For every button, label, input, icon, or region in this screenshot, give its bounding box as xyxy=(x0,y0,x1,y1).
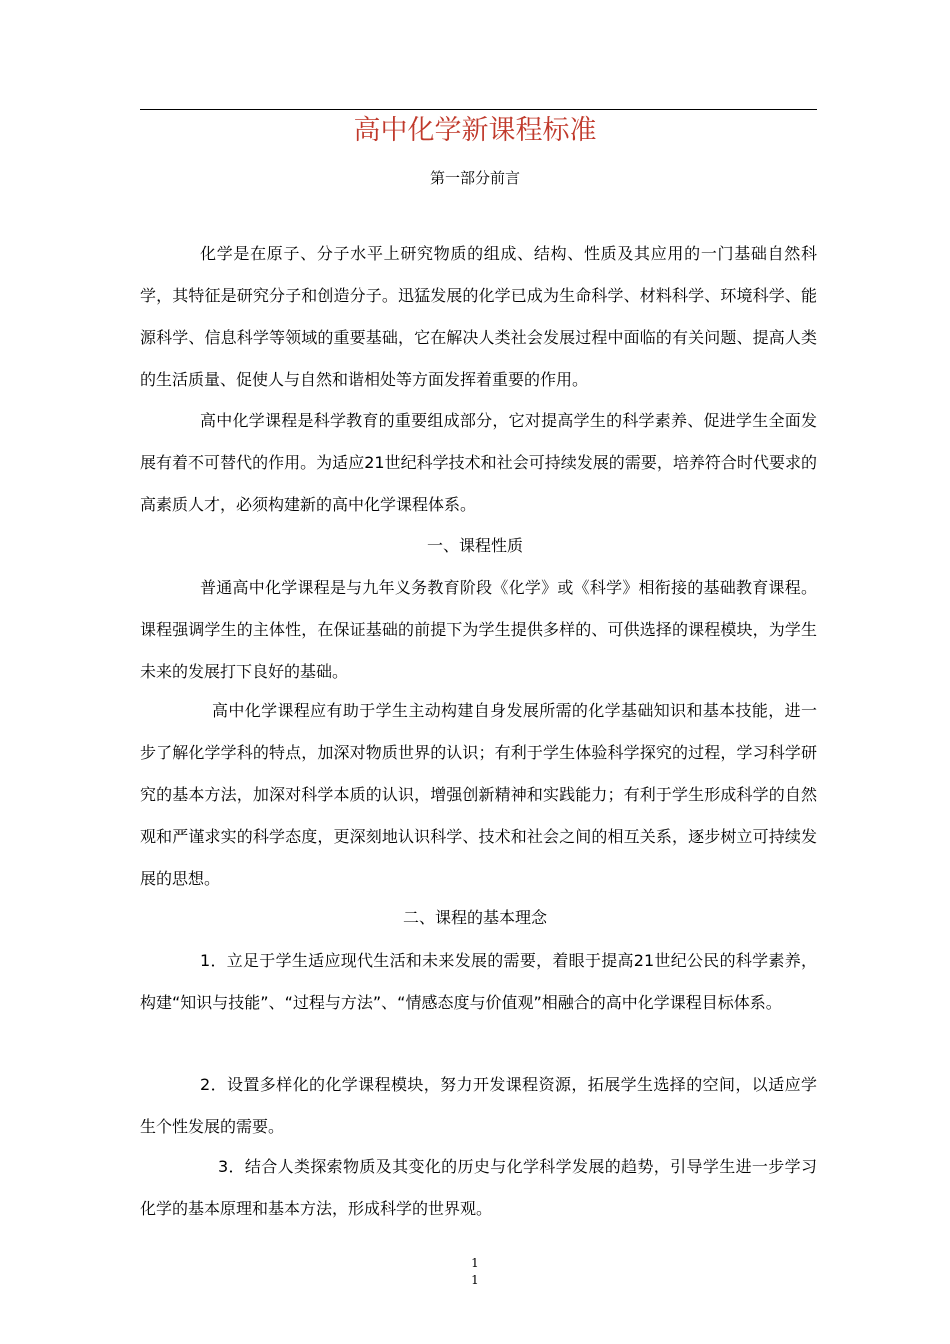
principle-item-3: 3．结合人类探索物质及其变化的历史与化学科学发展的趋势，引导学生进一步学习化学的基本原理和基本方法，形成科学的世界观。 xyxy=(140,1157,817,1218)
page-number: 1 xyxy=(471,1256,479,1270)
section-heading-basic-principles: 二、课程的基本理念 xyxy=(402,908,547,927)
paragraph-intro: 化学是在原子、分子水平上研究物质的组成、结构、性质及其应用的一门基础自然科学，其特征是研究分子和创造分子。迅猛发展的化学已成为生命科学、材料科学、环境科学、能源科学、信息科学等领域的重要基础，它在解决人类社会发展过程中面临的有关问题、提高人类的生活质量、促使人与自然和谐相处等方面发挥着重要的作用。 xyxy=(140,244,817,389)
header-rule xyxy=(140,109,817,110)
document-title: 高中化学新课程标准 xyxy=(353,115,597,146)
page-number-secondary: 1 xyxy=(471,1273,479,1287)
paragraph-course-role: 高中化学课程是科学教育的重要组成部分，它对提高学生的科学素养、促进学生全面发展有着不可替代的作用。为适应21世纪科学技术和社会可持续发展的需要，培养符合时代要求的高素质人才，必须构建新的高中化学课程体系。 xyxy=(140,411,817,514)
paragraph-course-nature: 普通高中化学课程是与九年义务教育阶段《化学》或《科学》相衔接的基础教育课程。课程强调学生的主体性，在保证基础的前提下为学生提供多样的、可供选择的课程模块，为学生未来的发展打下良好的基础。 xyxy=(140,578,817,681)
document-subtitle: 第一部分前言 xyxy=(429,169,520,187)
section-heading-course-nature: 一、课程性质 xyxy=(426,536,523,555)
principle-item-1: 1．立足于学生适应现代生活和未来发展的需要，着眼于提高21世纪公民的科学素养，构建“知识与技能”、“过程与方法”、“情感态度与价值观”相融合的高中化学课程目标体系。 xyxy=(140,951,817,1012)
principle-item-2: 2．设置多样化的化学课程模块，努力开发课程资源，拓展学生选择的空间，以适应学生个性发展的需要。 xyxy=(140,1075,817,1136)
paragraph-course-goals: 高中化学课程应有助于学生主动构建自身发展所需的化学基础知识和基本技能，进一步了解化学学科的特点，加深对物质世界的认识；有利于学生体验科学探究的过程，学习科学研究的基本方法，加深对科学本质的认识，增强创新精神和实践能力；有利于学生形成科学的自然观和严谨求实的科学态度，更深刻地认识科学、技术和社会之间的相互关系，逐步树立可持续发展的思想。 xyxy=(140,701,817,888)
